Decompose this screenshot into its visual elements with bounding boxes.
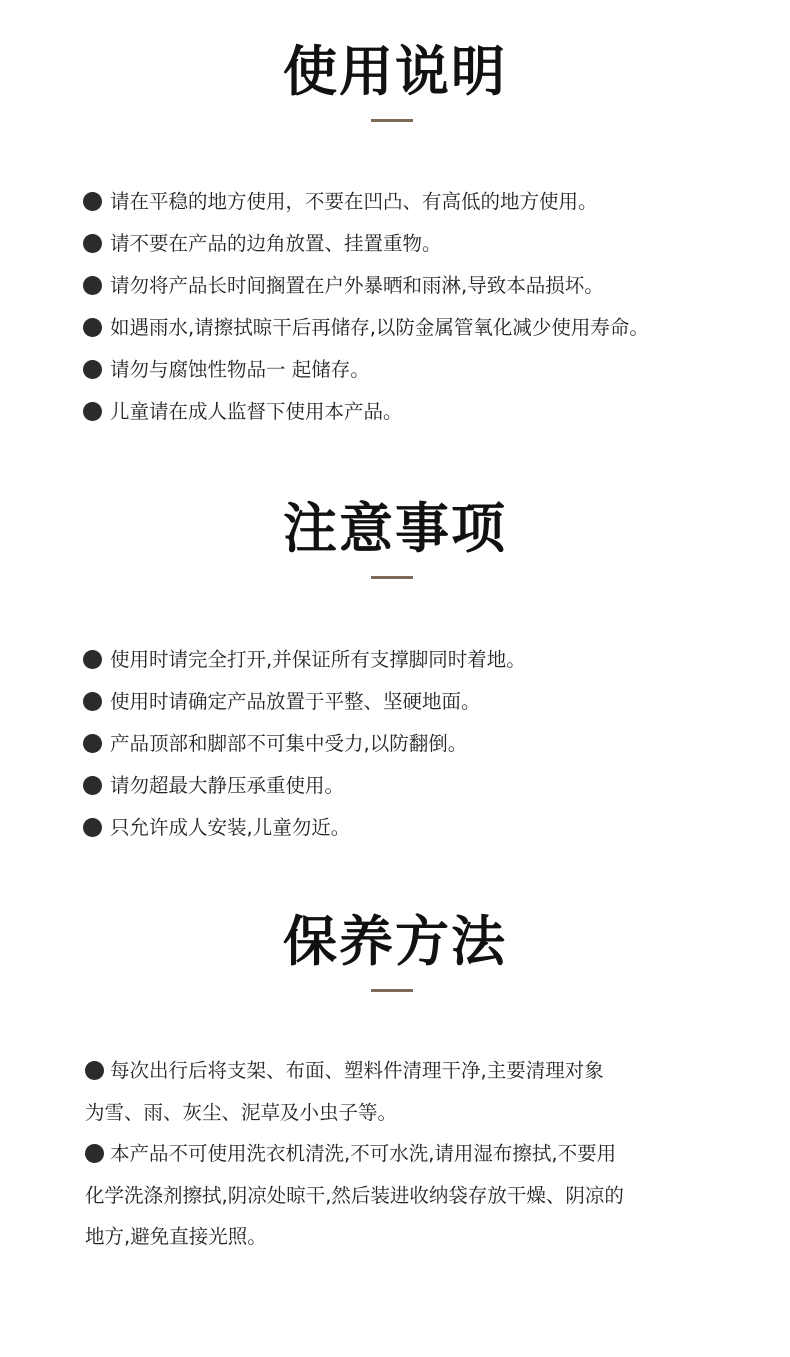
list-item — [83, 188, 649, 230]
list-item — [83, 646, 526, 688]
paragraph-line-text: 本产品不可使用洗衣机清洗,不可水洗,请用湿布擦拭,不要用 — [110, 1142, 617, 1165]
maintenance-title: 保养方法 — [283, 910, 507, 973]
list-item-text: 使用时请完全打开,并保证所有支撑脚同时着地。 — [110, 648, 526, 671]
paragraph-line — [85, 1133, 725, 1175]
paragraph-line: 为雪、雨、灰尘、泥草及小虫子等。 — [85, 1100, 398, 1124]
list-item-text: 如遇雨水,请擦拭晾干后再储存,以防金属管氧化减少使用寿命。 — [110, 316, 649, 339]
bullet-icon — [83, 776, 102, 795]
bullet-icon — [83, 360, 102, 379]
precautions-title: 注意事项 — [283, 497, 507, 560]
list-item-text: 请不要在产品的边角放置、挂置重物。 — [110, 232, 442, 255]
list-item-text: 只允许成人安装,儿童勿近。 — [110, 816, 351, 839]
list-item-text: 请勿与腐蚀性物品一 起储存。 — [110, 358, 370, 381]
list-item-text: 产品顶部和脚部不可集中受力,以防翻倒。 — [110, 732, 468, 755]
list-item — [83, 398, 649, 440]
paragraph-line — [85, 1050, 725, 1092]
list-item-text: 请在平稳的地方使用，不要在凹凸、有高低的地方使用。 — [110, 190, 598, 213]
list-item — [83, 772, 526, 814]
usage-instructions-title: 使用说明 — [283, 40, 507, 103]
bullet-icon — [83, 318, 102, 337]
bullet-icon — [83, 192, 102, 211]
list-item — [83, 356, 649, 398]
bullet-icon — [85, 1061, 104, 1080]
list-item-text: 使用时请确定产品放置于平整、坚硬地面。 — [110, 690, 481, 713]
list-item — [83, 814, 526, 856]
bullet-icon — [83, 818, 102, 837]
paragraph-line: 化学洗涤剂擦拭,阴凉处晾干,然后装进收纳袋存放干燥、阴凉的 — [85, 1183, 624, 1207]
list-item-text: 请勿超最大静压承重使用。 — [110, 774, 345, 797]
maintenance-list — [85, 1050, 725, 1258]
list-item — [83, 314, 649, 356]
list-item — [83, 688, 526, 730]
bullet-icon — [83, 692, 102, 711]
bullet-icon — [83, 650, 102, 669]
list-item — [83, 730, 526, 772]
list-item — [83, 230, 649, 272]
list-item — [83, 272, 649, 314]
title-divider — [371, 576, 413, 579]
paragraph-line-text: 每次出行后将支架、布面、塑料件清理干净,主要清理对象 — [110, 1059, 604, 1082]
list-item-text: 请勿将产品长时间搁置在户外暴晒和雨淋,导致本品损坏。 — [110, 274, 604, 297]
title-divider — [371, 119, 413, 122]
usage-instructions-list — [83, 188, 649, 440]
title-divider — [371, 989, 413, 992]
paragraph-line: 地方,避免直接光照。 — [85, 1225, 267, 1248]
bullet-icon — [83, 402, 102, 421]
bullet-icon — [83, 234, 102, 253]
precautions-list — [83, 646, 526, 856]
list-item — [85, 1050, 725, 1133]
bullet-icon — [83, 734, 102, 753]
list-item — [85, 1133, 725, 1258]
list-item-text: 儿童请在成人监督下使用本产品。 — [110, 400, 403, 423]
bullet-icon — [83, 276, 102, 295]
bullet-icon — [85, 1144, 104, 1163]
